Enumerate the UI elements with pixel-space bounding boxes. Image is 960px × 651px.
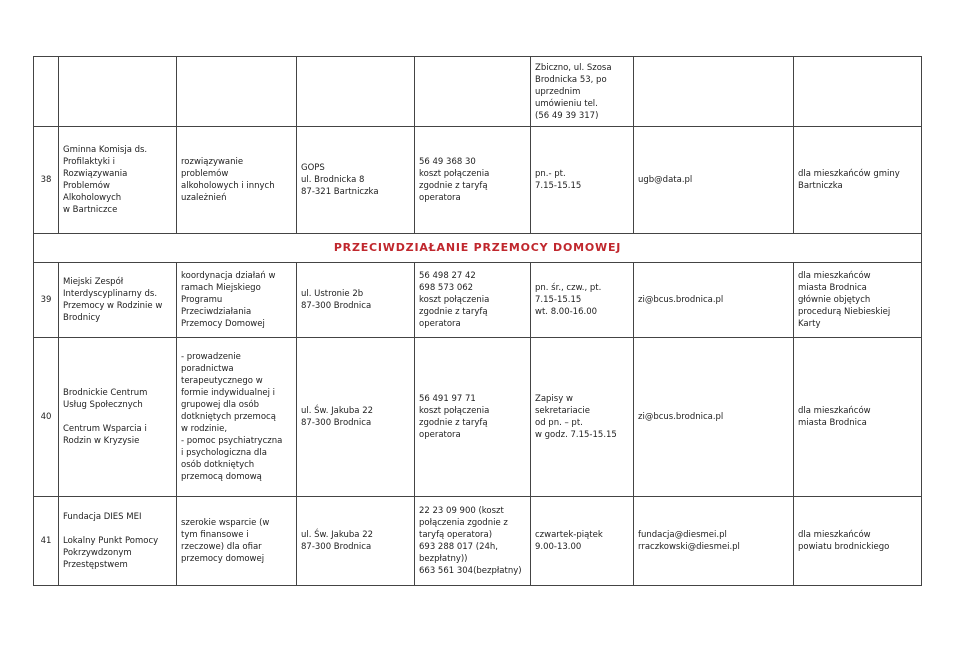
table-row [34,263,922,338]
row-number: 41 [34,497,59,586]
phone: 56 491 97 71 koszt połączenia zgodnie z taryfą operatora [415,338,531,497]
target-group: dla mieszkańców miasta Brodnica [794,338,922,497]
institution-name: Fundacja DIES MEI Lokalny Punkt Pomocy Pokrzywdzonym Przestępstwem [59,497,177,586]
email: zi@bcus.brodnica.pl [634,263,794,338]
phone: 56 498 27 42 698 573 062 koszt połączenia zgodnie z taryfą operatora [415,263,531,338]
opening-hours: Zbiczno, ul. Szosa Brodnicka 53, po uprzednim umówieniu tel. (56 49 39 317) [531,57,634,127]
table-row [34,127,922,234]
email: ugb@data.pl [634,127,794,234]
opening-hours: czwartek-piątek 9.00-13.00 [531,497,634,586]
email: fundacja@diesmei.pl rraczkowski@diesmei.pl [634,497,794,586]
address: ul. Św. Jakuba 22 87-300 Brodnica [297,338,415,497]
table-row [34,57,922,127]
section-title: PRZECIWDZIAŁANIE PRZEMOCY DOMOWEJ [34,234,922,263]
support-scope: - prowadzenie poradnictwa terapeutycznego w formie indywidualnej i grupowej dla osób dotkniętych przemocą w rodzinie, - pomoc psychiatryczna i psychologiczna dla osób dotkniętych przemocą domową [177,338,297,497]
target-group: dla mieszkańców miasta Brodnica głównie objętych procedurą Niebieskiej Karty [794,263,922,338]
support-scope: szerokie wsparcie (w tym finansowe i rzeczowe) dla ofiar przemocy domowej [177,497,297,586]
row-number: 40 [34,338,59,497]
target-group [794,57,922,127]
email: zi@bcus.brodnica.pl [634,338,794,497]
address: ul. Św. Jakuba 22 87-300 Brodnica [297,497,415,586]
support-scope [177,57,297,127]
phone: 22 23 09 900 (koszt połączenia zgodnie z taryfą operatora) 693 288 017 (24h, bezpłatny)) 663 561 304(bezpłatny) [415,497,531,586]
institution-name: Gminna Komisja ds. Profilaktyki i Rozwiązywania Problemów Alkoholowych w Bartniczce [59,127,177,234]
phone: 56 49 368 30 koszt połączenia zgodnie z taryfą operatora [415,127,531,234]
row-number [34,57,59,127]
email [634,57,794,127]
opening-hours: Zapisy w sekretariacie od pn. – pt. w godz. 7.15-15.15 [531,338,634,497]
address [297,57,415,127]
institution-name: Brodnickie Centrum Usług Społecznych Centrum Wsparcia i Rodzin w Kryzysie [59,338,177,497]
institution-name: Miejski Zespół Interdyscyplinarny ds. Przemocy w Rodzinie w Brodnicy [59,263,177,338]
row-number: 38 [34,127,59,234]
address: GOPS ul. Brodnicka 8 87-321 Bartniczka [297,127,415,234]
opening-hours: pn. śr., czw., pt. 7.15-15.15 wt. 8.00-16.00 [531,263,634,338]
contact-table [33,56,922,586]
opening-hours: pn.- pt. 7.15-15.15 [531,127,634,234]
address: ul. Ustronie 2b 87-300 Brodnica [297,263,415,338]
section-row [34,234,922,263]
institution-name [59,57,177,127]
support-scope: rozwiązywanie problemów alkoholowych i innych uzależnień [177,127,297,234]
table-row [34,338,922,497]
table-row [34,497,922,586]
support-scope: koordynacja działań w ramach Miejskiego Programu Przeciwdziałania Przemocy Domowej [177,263,297,338]
phone [415,57,531,127]
target-group: dla mieszkańców powiatu brodnickiego [794,497,922,586]
target-group: dla mieszkańców gminy Bartniczka [794,127,922,234]
row-number: 39 [34,263,59,338]
